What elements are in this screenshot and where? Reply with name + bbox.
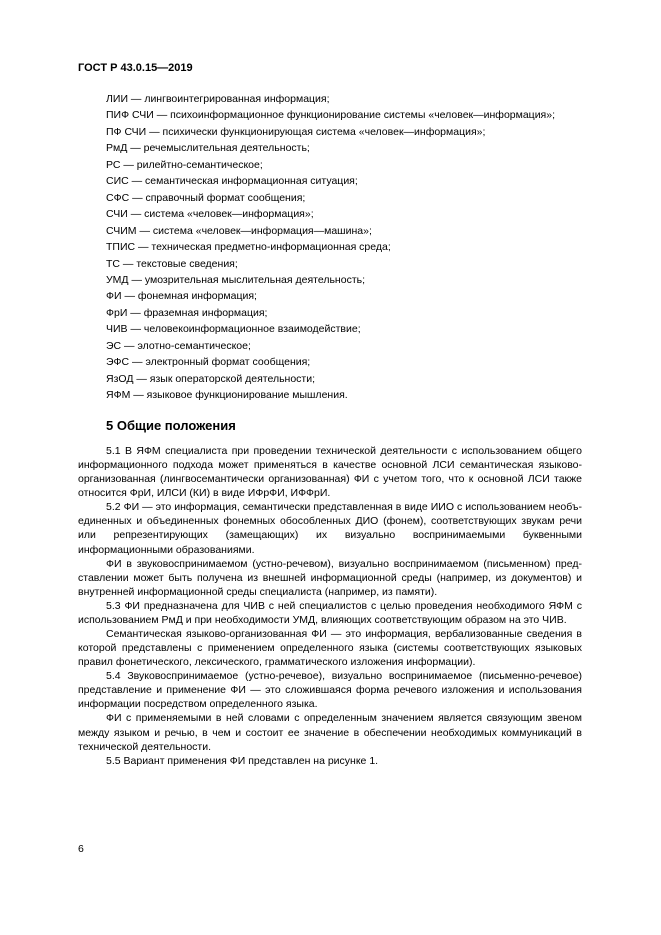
abbreviation-item: ФИ — фонемная информация; [106,290,257,303]
paragraph-5-2: 5.2 ФИ — это информация, семантически представленная в виде ИИО с использованием необъединенных и объединенных фонемных обособленных ДИО (фонем), соответствующих звукам речи или репрезентирующих (замещающих) их визуально воспринимаемыми буквенными информационными образованиями. [78,501,582,556]
section-title: 5 Общие положения [106,418,236,433]
abbreviation-item: СИС — семантическая информационная ситуация; [106,175,358,188]
abbreviation-item: СФС — справочный формат сообщения; [106,191,306,204]
paragraph: ФИ с применяемыми в ней словами с определенным значением является связующим звеном между языком и речью, в чем и состоит ее значение в обеспечении необходимых коммуникаций в технической деятельности. [78,712,582,753]
section-body [78,444,582,768]
abbreviation-item: ЧИВ — человекоинформационное взаимодействие; [106,323,361,336]
abbreviation-item: ТС — текстовые сведения; [106,257,238,270]
paragraph-5-4: 5.4 Звуковоспринимаемое (устно-речевое), визуально воспринимаемое (письменно-речевое) представление и применение ФИ — это сложившаяся форма речевого изложения и использования информации посредством определенного языка. [78,670,582,711]
abbreviation-item: УМД — умозрительная мыслительная деятельность; [106,273,366,286]
paragraph-5-5: 5.5 Вариант применения ФИ представлен на рисунке 1. [106,754,379,767]
abbreviation-item: ЭС — элотно-семантическое; [106,339,251,352]
paragraph-5-3: 5.3 ФИ предназначена для ЧИВ с ней специалистов с целью проведения необходимого ЯФМ с использованием РмД и при необходимости УМД, влияющих соответствующим образом на это ЧИВ. [78,599,582,626]
abbreviation-item: ЛИИ — лингвоинтегрированная информация; [106,93,330,105]
paragraph: Семантическая языково-организованная ФИ — это информация, вербализованные сведения в которой представлены с применением определенного языка (системы соответствующих языковых правил фонетического, лексического, грамматического изложения информации). [78,628,582,669]
abbreviation-item: ЭФС — электронный формат сообщения; [106,356,311,369]
abbreviation-item: ЯФМ — языковое функционирование мышления. [106,389,348,402]
abbreviation-item: ФрИ — фраземная информация; [106,306,268,319]
abbreviation-item: ТПИС — техническая предметно-информационная среда; [106,241,391,254]
abbreviation-item: ПИФ СЧИ — психоинформационное функционирование системы «человек—информация»; [106,109,555,122]
abbreviation-item: РмД — речемыслительная деятельность; [106,142,310,155]
abbreviation-item: РС — рилейтно-семантическое; [106,158,263,171]
paragraph: ФИ в звуковоспринимаемом (устно-речевом), визуально воспринимаемом (письменном) представлении может быть получена из внешней информационной среды (например, из документов) и внутренней информационной среды специалиста (например, из памяти). [78,557,582,598]
abbreviation-item: ПФ СЧИ — психически функционирующая система «человек—информация»; [106,125,486,138]
document-header: ГОСТ Р 43.0.15—2019 [78,62,193,74]
page-number: 6 [78,843,84,855]
abbreviations-list [106,91,596,404]
paragraph-5-1: 5.1 В ЯФМ специалиста при проведении технической деятельности с использованием общего информационного подхода может применяться в качестве основной ЛСИ семантическая языково-организованная (лингвосемантически организованная) ФИ с учетом того, что к основной ЛСИ также относится ФрИ, ИЛСИ (КИ) в виде ИФрФИ, ИФФрИ. [78,445,582,500]
abbreviation-item: СЧИМ — система «человек—информация—машина»; [106,224,372,237]
abbreviation-item: СЧИ — система «человек—информация»; [106,208,314,221]
abbreviation-item: ЯзОД — язык операторской деятельности; [106,372,316,385]
